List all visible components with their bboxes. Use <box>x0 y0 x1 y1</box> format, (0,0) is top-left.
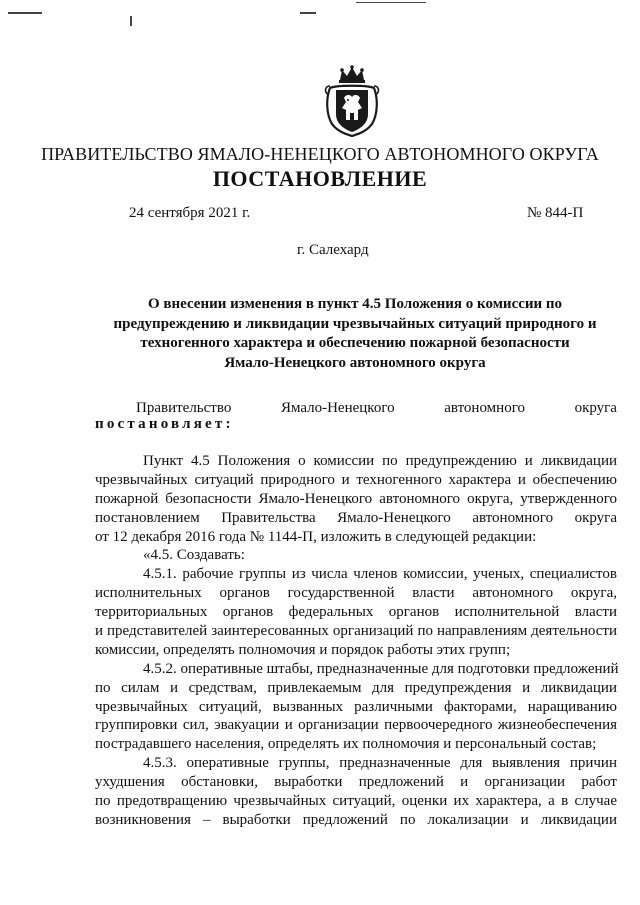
preamble-word: Правительство <box>136 400 232 416</box>
body-line: возникновения – выработки предложений по локализации и ликвидации <box>95 811 617 828</box>
body-line: по силам и средствам, привлекаемым для предупреждения и ликвидации <box>95 679 617 696</box>
document-number: № 844-П <box>527 205 584 221</box>
body-line: Пункт 4.5 Положения о комиссии по предупреждению и ликвидации <box>143 453 617 469</box>
body-line: 4.5.2. оперативные штабы, предназначенные для подготовки предложений <box>143 660 619 677</box>
body-line: исполнительных органов государственной власти автономного округа, <box>95 585 617 602</box>
body-line: «4.5. Создавать: <box>143 547 245 564</box>
preamble-word: Ямало-Ненецкого <box>280 400 395 416</box>
body-line: 4.5.3. оперативные группы, предназначенные для выявления причин <box>143 755 617 772</box>
preamble-word: автономного <box>444 400 525 416</box>
subject-line: О внесении изменения в пункт 4.5 Положения о комиссии по <box>147 296 563 312</box>
document-city: г. Салехард <box>297 242 369 258</box>
body-line: пострадавшего населения, определять их полномочия и персональный состав; <box>95 736 597 753</box>
coat-of-arms-icon <box>324 64 380 138</box>
body-line: территориальных органов федеральных органов исполнительной власти <box>95 604 617 621</box>
document-type: ПОСТАНОВЛЕНИЕ <box>212 166 428 191</box>
body-line: чрезвычайных ситуаций природного и техногенного характера и обеспечению <box>95 471 617 488</box>
subject-line: техногенного характера и обеспечению пожарной безопасности <box>140 335 570 351</box>
body-line: чрезвычайных ситуаций, вызванных различными факторами, наращиванию <box>95 698 617 715</box>
body-line: по предотвращению чрезвычайных ситуаций, оценки их характера, а в случае <box>95 793 617 810</box>
body-line: постановлением Правительства Ямало-Ненецкого автономного округа <box>95 509 617 526</box>
scan-mark <box>8 12 42 14</box>
body-line: и представителей заинтересованных организаций по направлениям деятельности <box>95 623 617 640</box>
body-line: ухудшения обстановки, выработки предложений и организации работ <box>95 774 617 791</box>
scan-mark <box>130 16 132 26</box>
organization-title: ПРАВИТЕЛЬСТВО ЯМАЛО-НЕНЕЦКОГО АВТОНОМНОГО ОКРУГА <box>41 144 599 164</box>
body-line: 4.5.1. рабочие группы из числа членов комиссии, ученых, специалистов <box>143 566 617 583</box>
scan-mark <box>300 12 316 14</box>
document-subject <box>100 295 610 373</box>
body-line: от 12 декабря 2016 года № 1144-П, изложить в следующей редакции: <box>95 528 537 545</box>
body-line: комиссии, определять полномочия и порядок работы этих групп; <box>95 641 511 658</box>
subject-line: предупреждению и ликвидации чрезвычайных ситуаций природного и <box>113 315 597 332</box>
body-line: группировки сил, эвакуации и организации первоочередного жизнеобеспечения <box>95 717 617 734</box>
document-date: 24 сентября 2021 г. <box>129 205 251 221</box>
scan-mark <box>356 2 426 3</box>
body-line: пожарной безопасности Ямало-Ненецкого автономного округа, утвержденного <box>95 490 617 507</box>
preamble-word: округа <box>574 400 617 416</box>
subject-line: Ямало-Ненецкого автономного округа <box>224 354 486 371</box>
resolves-word: постановляет: <box>95 416 234 432</box>
preamble-line <box>136 400 617 417</box>
decree-body <box>95 452 617 830</box>
